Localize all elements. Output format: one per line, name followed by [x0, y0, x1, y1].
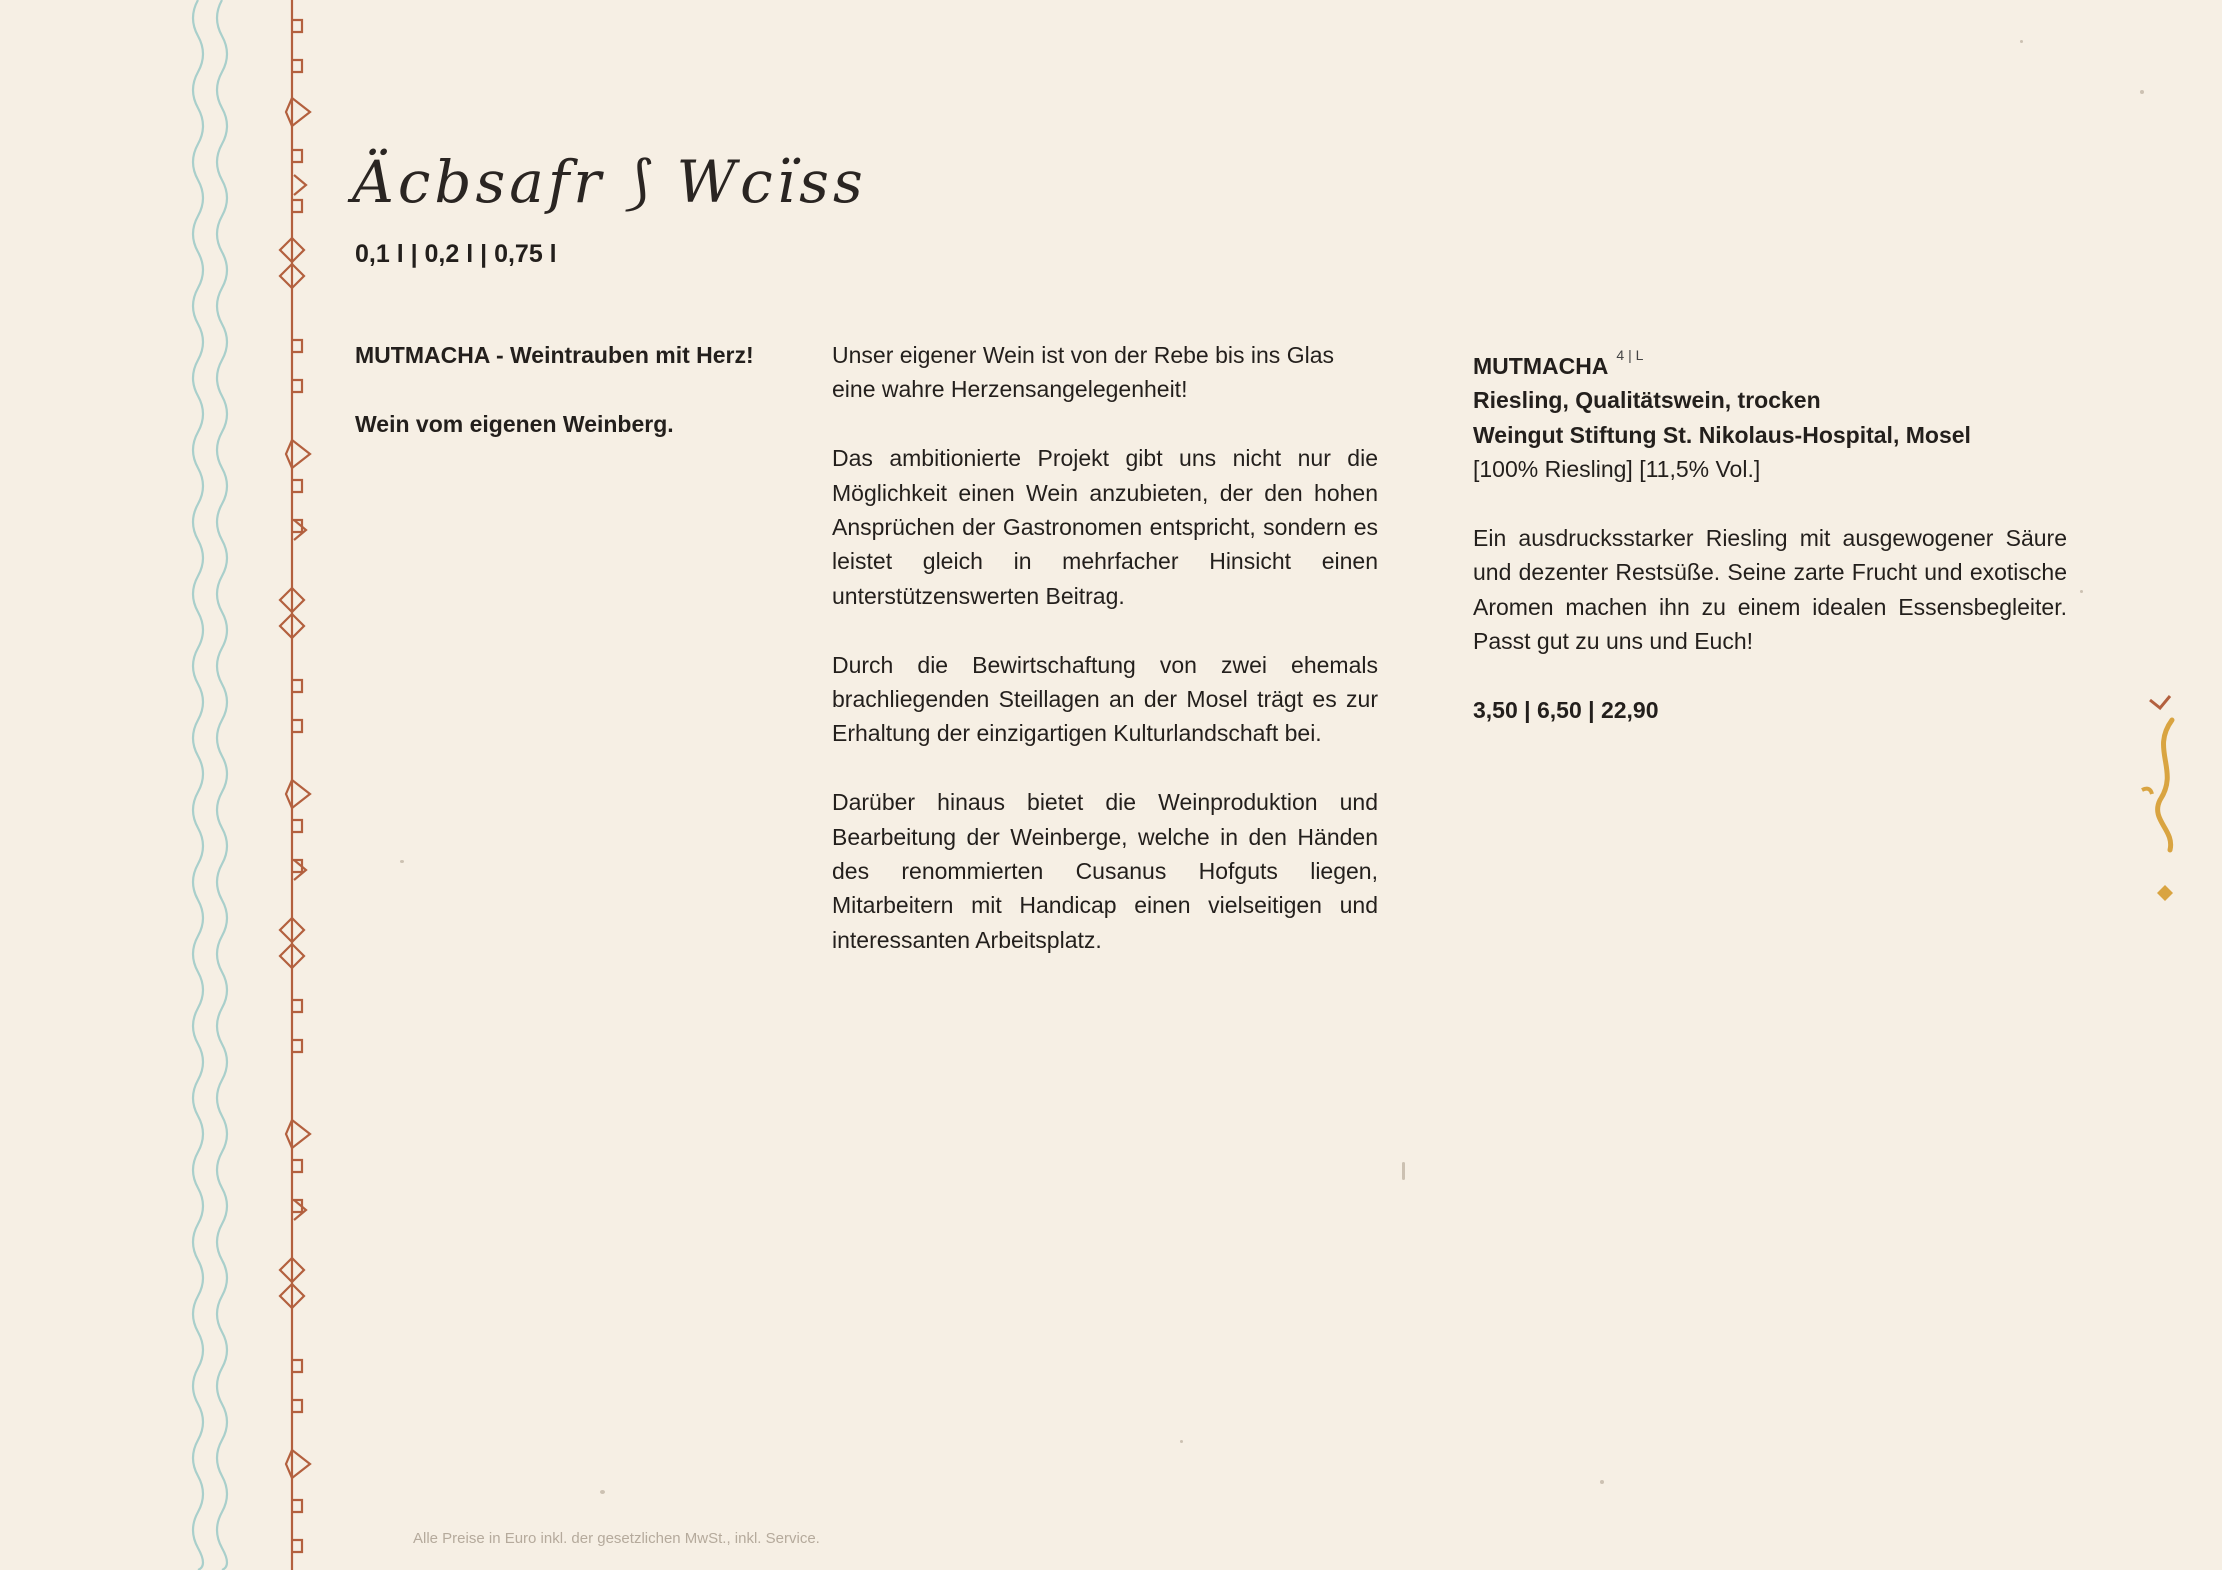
story-paragraph: Unser eigener Wein ist von der Rebe bis ins Glas eine wahre Herzensangelegenheit! — [832, 342, 1334, 403]
paper-speck — [400, 860, 404, 863]
paper-speck — [1402, 1162, 1405, 1180]
paper-speck — [2080, 590, 2083, 593]
wine-description: Ein ausdrucksstarker Riesling mit ausgewogener Säure und dezenter Restsüße. Seine zarte Frucht und exotische Aromen machen ihn zu einem idealen Essensbegleiter. Passt gut zu uns und Euch! — [1473, 525, 2067, 655]
story-paragraph: Darüber hinaus bietet die Weinproduktion und Bearbeitung der Weinberge, welche in den Händen des renommierten Cusanus Hofguts liegen, Mitarbeitern mit Handicap einen vielseitigen und interessanten Arbeitsplatz. — [832, 789, 1378, 953]
allergen-codes: 4 | L — [1616, 347, 1644, 363]
paper-speck — [2020, 40, 2023, 43]
paper-speck — [600, 1490, 605, 1494]
wine-specs: [100% Riesling] [11,5% Vol.] — [1473, 456, 1761, 483]
paper-speck — [2140, 90, 2144, 94]
intro-heading: MUTMACHA - Weintrauben mit Herz! — [355, 342, 754, 368]
paper-speck — [1600, 1480, 1604, 1484]
page-title: Äcbsafr ⟆ Wcïss — [352, 148, 867, 216]
wine-entry — [1473, 338, 2067, 762]
intro-subheading: Wein vom eigenen Weinberg. — [355, 410, 674, 437]
intro-column — [355, 338, 795, 476]
calligraphy-ornament — [2130, 680, 2200, 920]
wine-name: MUTMACHA — [1473, 353, 1609, 379]
wine-name-line — [1473, 338, 2067, 383]
story-paragraph: Das ambitionierte Projekt gibt uns nicht nur die Möglichkeit einen Wein anzubieten, der den hohen Ansprüchen der Gastronomen entspricht, sondern es leistet gleich in mehrfacher Hinsicht einen unterstützenswerten Beitrag. — [832, 445, 1378, 609]
story-paragraph: Durch die Bewirtschaftung von zwei ehemals brachliegenden Steillagen an der Mosel trägt es zur Erhaltung der einzigartigen Kulturlandschaft bei. — [832, 651, 1378, 747]
wine-prices: 3,50 | 6,50 | 22,90 — [1473, 697, 1659, 724]
serving-sizes: 0,1 l | 0,2 l | 0,75 l — [355, 240, 557, 268]
price-note: Alle Preise in Euro inkl. der gesetzlichen MwSt., inkl. Service. — [413, 1530, 820, 1547]
wine-producer: Weingut Stiftung St. Nikolaus-Hospital, Mosel — [1473, 421, 1971, 448]
story-column — [832, 338, 1378, 992]
ornamental-border — [180, 0, 340, 1570]
paper-speck — [1180, 1440, 1183, 1443]
wine-variety: Riesling, Qualitätswein, trocken — [1473, 387, 1821, 414]
